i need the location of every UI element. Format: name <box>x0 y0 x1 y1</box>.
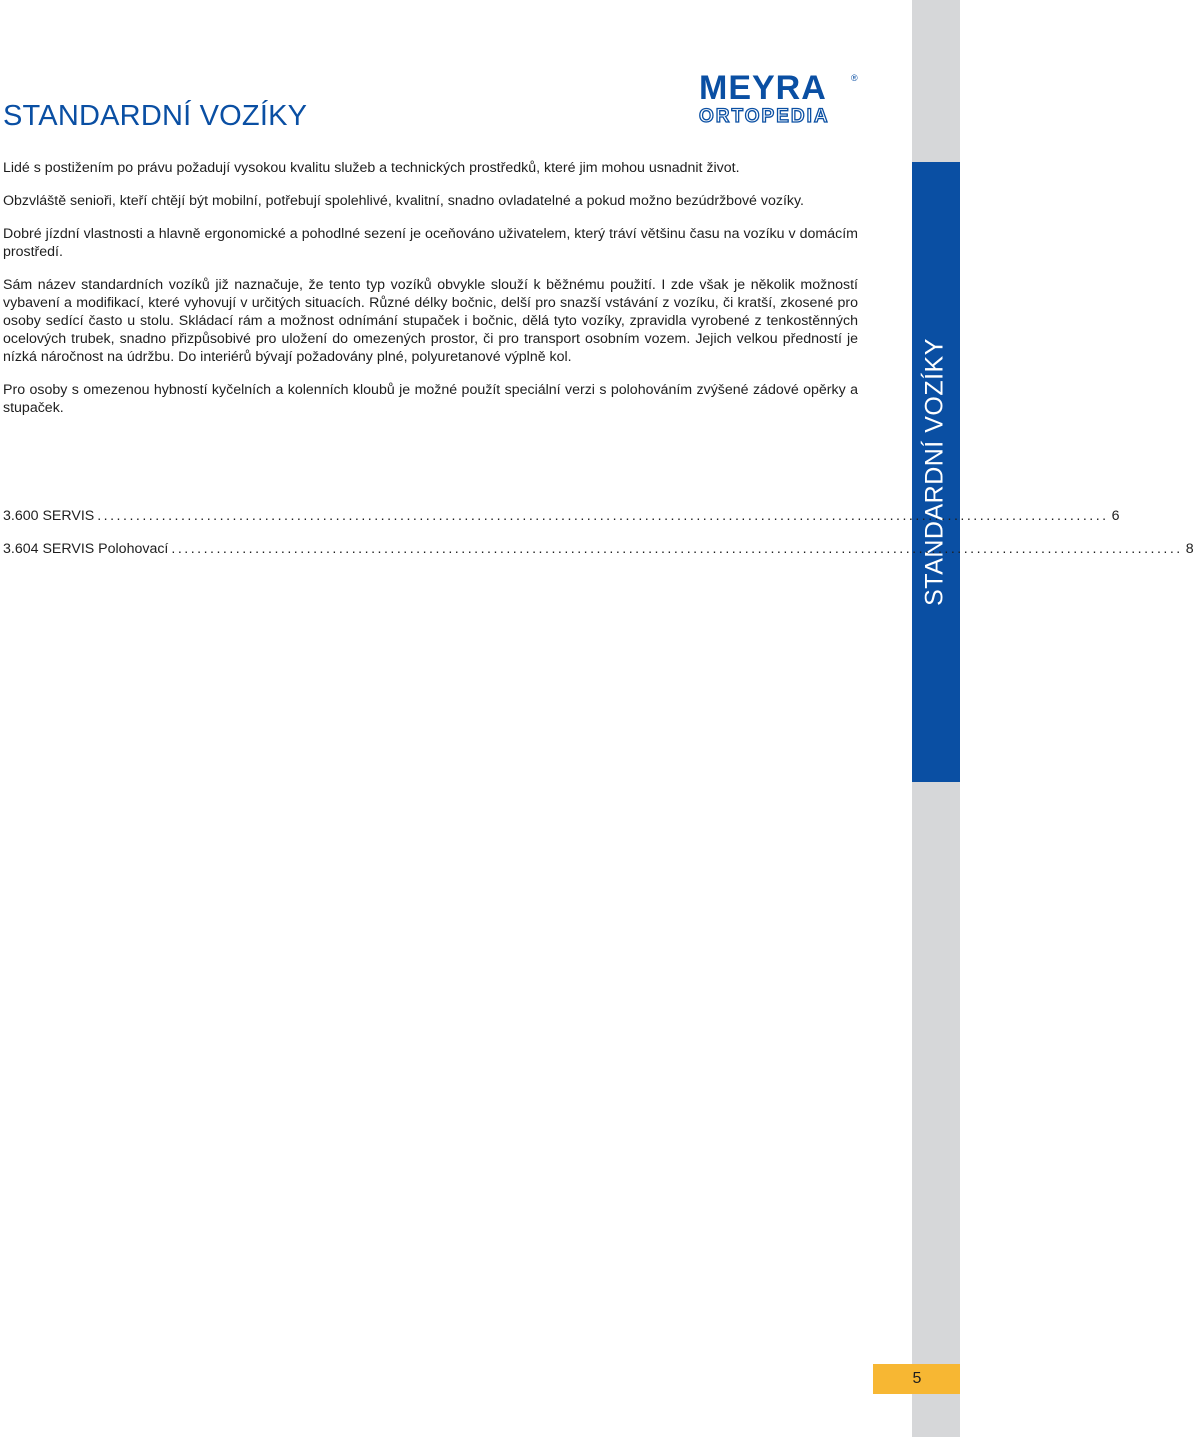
toc-entry[interactable] <box>3 507 1120 525</box>
paragraph: Dobré jízdní vlastnosti a hlavně ergonomické a pohodlné sezení je oceňováno uživatelem, který tráví většinu času na vozíku v domácím prostředí. <box>3 226 858 260</box>
toc-entry-page: 8 <box>1185 541 1194 557</box>
meyra-ortopedia-logo <box>699 70 861 130</box>
toc-entry-label: 3.600 SERVIS <box>3 508 95 524</box>
toc-leader-dots: ............................................................................................................................................................. <box>171 541 1183 557</box>
logo-wordmark: MEYRA <box>699 69 827 107</box>
toc-entry-label: 3.604 SERVIS Polohovací <box>3 541 169 557</box>
section-tab-label: STANDARDNÍ VOZÍKY <box>920 338 949 606</box>
page-title: STANDARDNÍ VOZÍKY <box>3 100 308 132</box>
paragraph: Obzvláště senioři, kteří chtějí být mobilní, potřebují spolehlivé, kvalitní, snadno ovladatelné a pokud možno bezúdržbové vozíky. <box>3 193 804 209</box>
logo-registered-mark: ® <box>851 73 858 83</box>
logo-subtitle: ORTOPEDIA <box>699 106 830 127</box>
toc-leader-dots: ............................................................................................................................................................. <box>97 508 1109 524</box>
page-number: 5 <box>912 1370 922 1387</box>
paragraph: Lidé s postižením po právu požadují vysokou kvalitu služeb a technických prostředků, které jim mohou usnadnit život. <box>3 160 740 176</box>
paragraph: Pro osoby s omezenou hybností kyčelních a kolenních kloubů je možné použít speciální verzi s polohováním zvýšené zádové opěrky a stupaček. <box>3 382 858 416</box>
toc-entry-page: 6 <box>1111 508 1120 524</box>
intro-text <box>3 159 858 432</box>
toc-entry[interactable] <box>3 540 1194 558</box>
paragraph: Sám název standardních vozíků již naznačuje, že tento typ vozíků obvykle slouží k běžnému použití. I zde však je několik možností vybavení a modifikací, které vyhovují v určitých situacích. Různé délky bočnic, delší pro snazší vstávání z vozíku, či kratší, zkosené pro osoby sedící často u stolu. Skládací rám a možnost odnímání stupaček i bočnic, dělá tyto vozíky, zpravidla vyrobené z tenkostěnných ocelových trubek, snadno přizpůsobivé pro uložení do omezených prostor, či pro transport osobním vozem. Jejich velkou předností je nízká náročnost na údržbu. Do interiérů bývají požadovány plné, polyuretanové výplně kol. <box>3 277 858 365</box>
